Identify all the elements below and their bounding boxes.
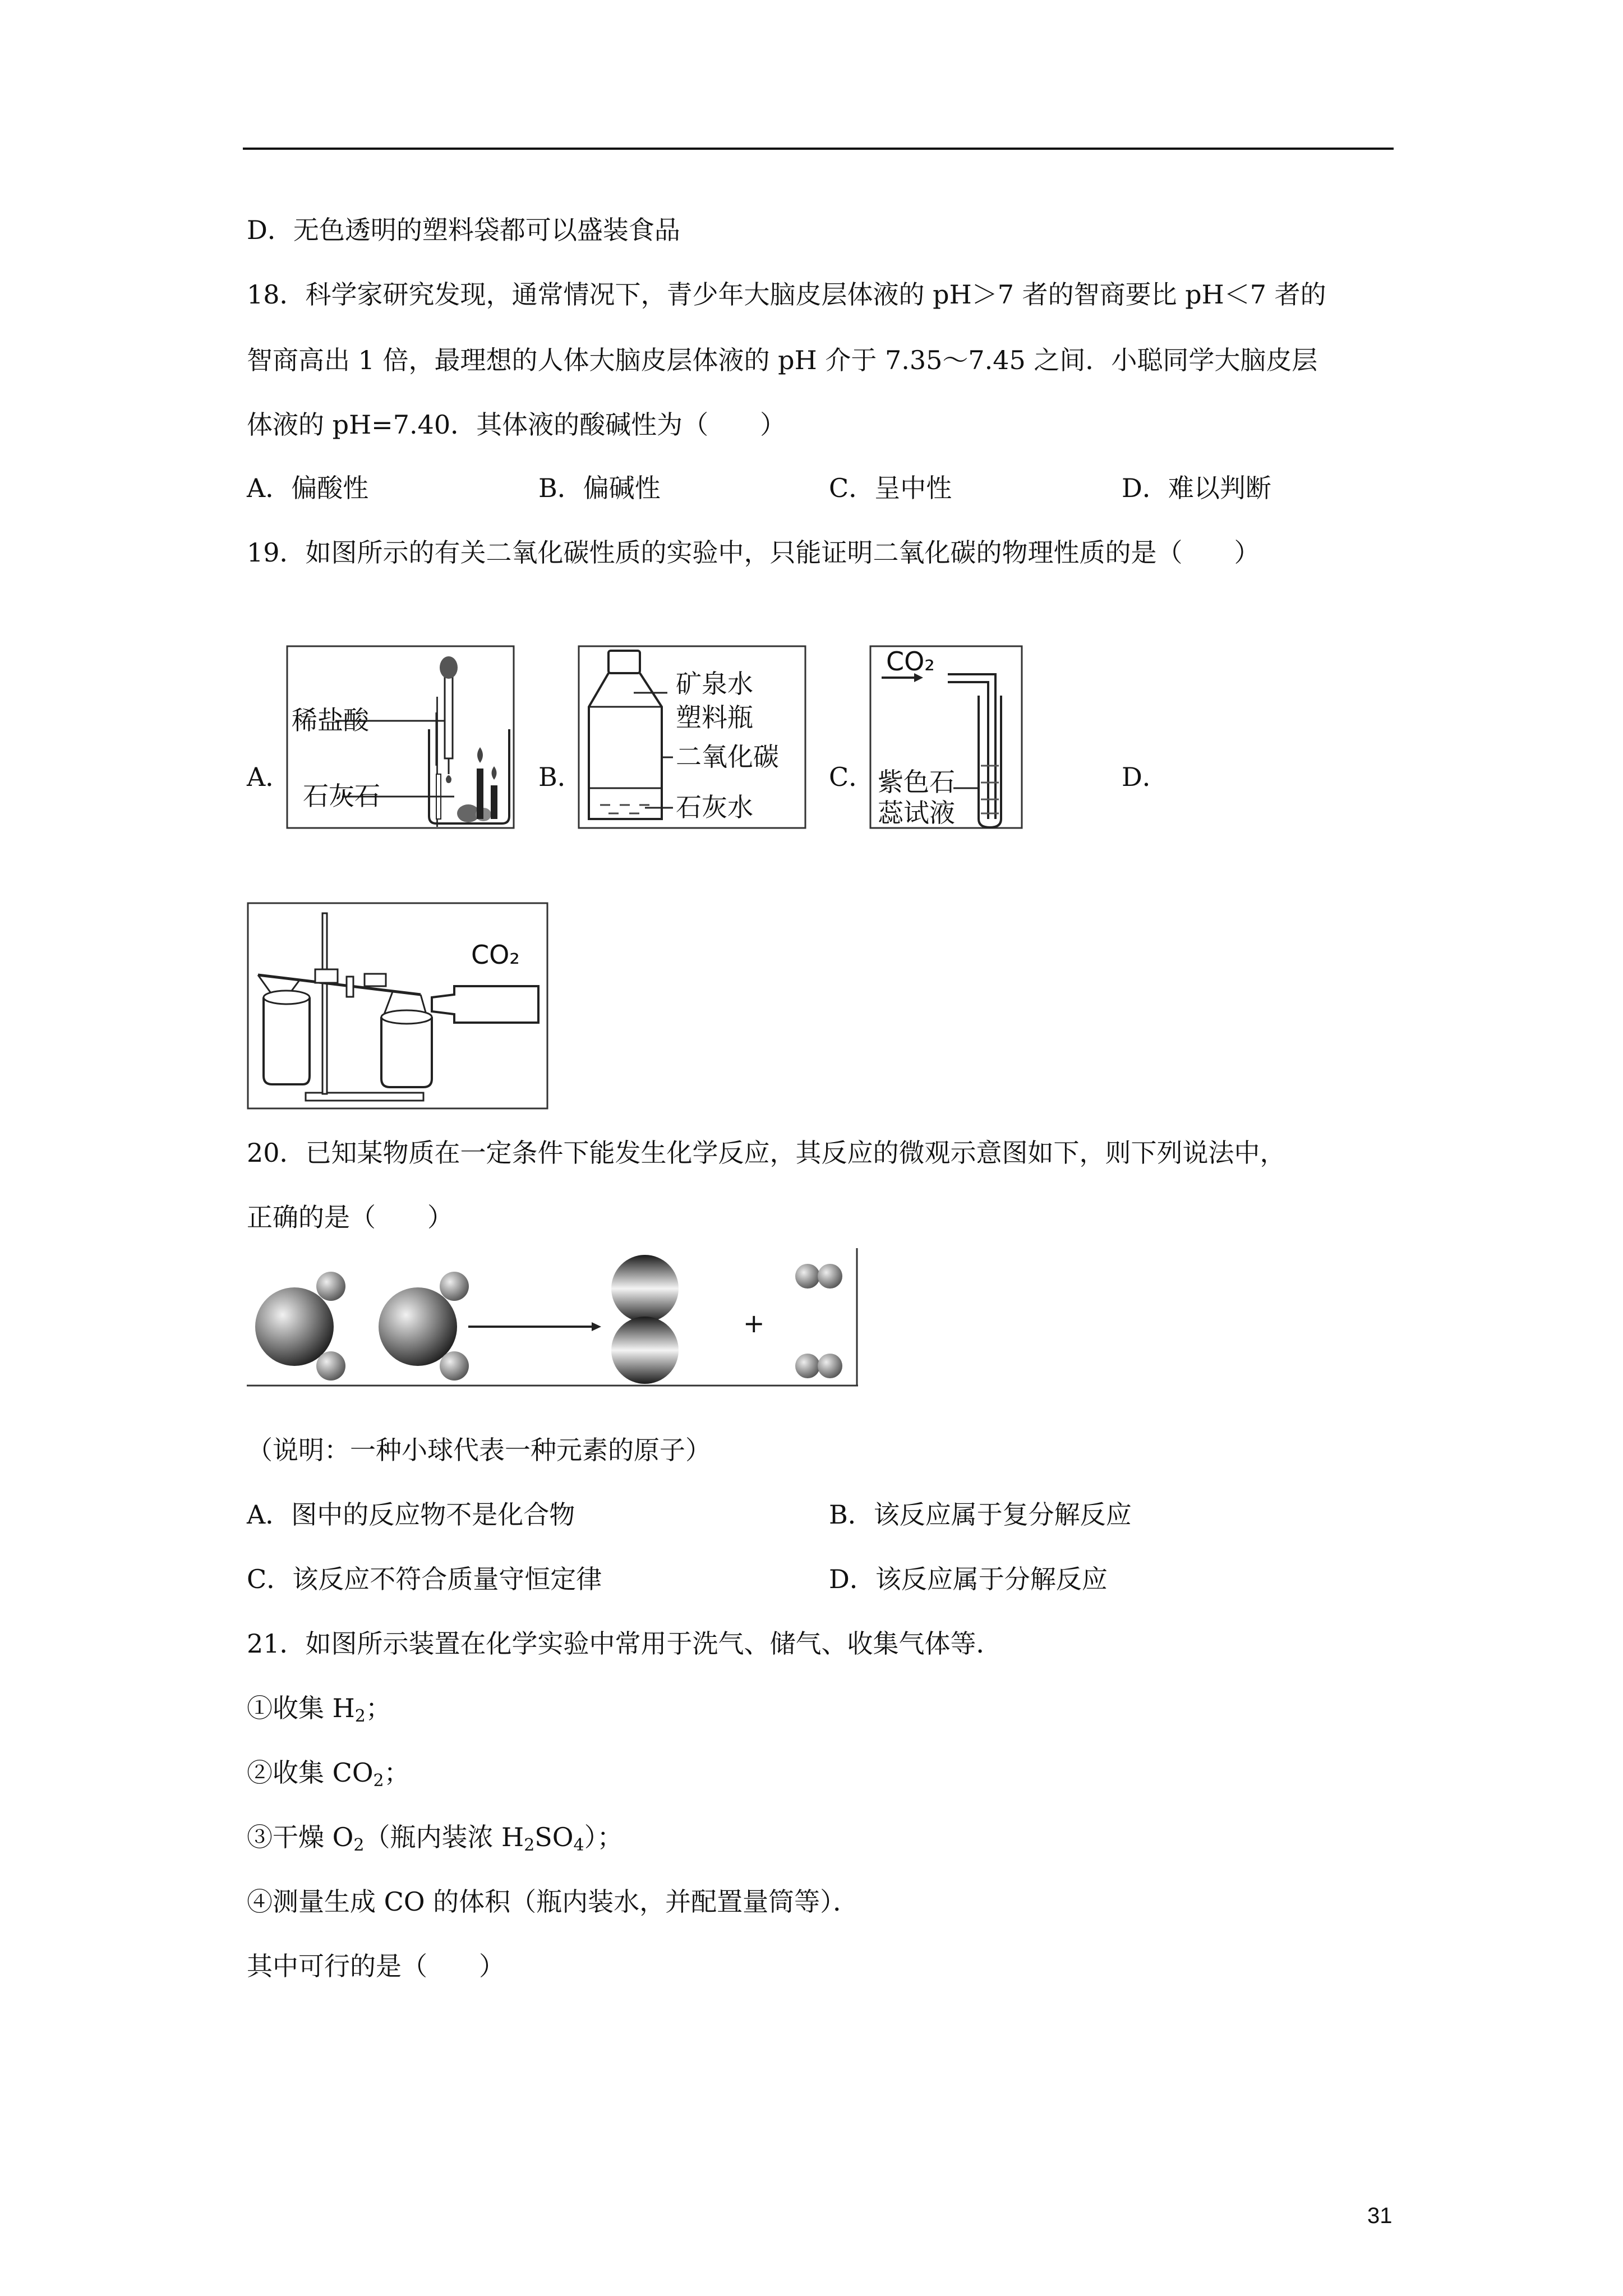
q18-option-a: A．偏酸性 bbox=[247, 473, 369, 503]
q20-option-c: C．该反应不符合质量守恒定律 bbox=[247, 1564, 602, 1594]
figure-19b bbox=[578, 645, 808, 830]
fig19a-acid-label: 稀盐酸 bbox=[292, 705, 369, 735]
q21-item-3: ③干燥 $O_2$（瓶内装浓 $H_2SO_4$）； bbox=[247, 1822, 623, 1855]
page-number: 31 bbox=[1367, 2203, 1393, 2228]
fig19b-water-label: 矿泉水 bbox=[676, 669, 753, 699]
q18-option-b: B．偏碱性 bbox=[538, 473, 661, 503]
q18-option-c: C．呈中性 bbox=[829, 473, 952, 503]
fig19c-litmus-label-2: 蕊试液 bbox=[878, 798, 955, 828]
fig19a-stone-label: 石灰石 bbox=[303, 781, 380, 811]
q20-line-1: 20．已知某物质在一定条件下能发生化学反应，其反应的微观示意图如下，则下列说法中， bbox=[247, 1138, 1286, 1168]
q19-label-a: A． bbox=[247, 762, 292, 792]
figure-19a bbox=[286, 645, 516, 830]
q21-item-4: ④测量生成 CO 的体积（瓶内装水，并配置量筒等）． bbox=[247, 1887, 859, 1917]
plus-sign-text: + bbox=[743, 1308, 765, 1338]
q18-line-2: 智商高出 1 倍，最理想的人体大脑皮层体液的 pH 介于 7.35～7.45 之间．小聪同学大脑皮层 bbox=[247, 345, 1318, 375]
fig19b-bottle-label: 塑料瓶 bbox=[676, 702, 753, 733]
q20-note: （说明：一种小球代表一种元素的原子） bbox=[247, 1435, 711, 1465]
header-rule bbox=[243, 148, 1394, 150]
q20-option-d: D．该反应属于分解反应 bbox=[829, 1564, 1108, 1594]
q21-item-2: ②收集 $CO_2$； bbox=[247, 1757, 410, 1791]
q18-option-d: D．难以判断 bbox=[1122, 473, 1271, 503]
q19-stem: 19．如图所示的有关二氧化碳性质的实验中，只能证明二氧化碳的物理性质的是（ ） bbox=[247, 537, 1260, 568]
fig19c-co2-label: CO₂ bbox=[886, 646, 935, 677]
q21-end: 其中可行的是（ ） bbox=[247, 1951, 505, 1981]
q21-item-1: ①收集 $H_2$； bbox=[247, 1693, 391, 1726]
fig19b-gas-label: 二氧化碳 bbox=[676, 742, 779, 772]
figure-20-reaction bbox=[247, 1248, 858, 1388]
q19-label-b: B． bbox=[538, 762, 583, 792]
q17-option-d: D．无色透明的塑料袋都可以盛装食品 bbox=[247, 215, 680, 245]
q19-label-c: C． bbox=[829, 762, 875, 792]
figure-19d bbox=[247, 902, 550, 1110]
q19-label-d: D． bbox=[1122, 762, 1168, 792]
fig19b-limewater-label: 石灰水 bbox=[676, 792, 753, 822]
q20-option-a: A．图中的反应物不是化合物 bbox=[247, 1499, 575, 1530]
q21-stem: 21．如图所示装置在化学实验中常用于洗气、储气、收集气体等． bbox=[247, 1628, 1002, 1659]
q18-line-1: 18．科学家研究发现，通常情况下，青少年大脑皮层体液的 pH＞7 者的智商要比 pH＜7 者的 bbox=[247, 279, 1326, 310]
q20-option-b: B．该反应属于复分解反应 bbox=[829, 1499, 1132, 1530]
fig19d-co2-label: CO₂ bbox=[471, 940, 520, 970]
q18-line-3: 体液的 pH=7.40．其体液的酸碱性为（ ） bbox=[247, 409, 786, 440]
q20-line-2: 正确的是（ ） bbox=[247, 1202, 453, 1232]
fig19c-litmus-label-1: 紫色石 bbox=[878, 767, 955, 797]
figure-19c bbox=[869, 645, 1026, 830]
